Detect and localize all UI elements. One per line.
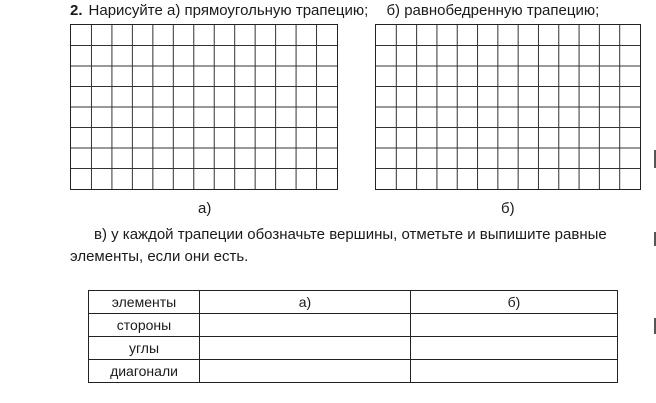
task-intro: Нарисуйте (88, 2, 163, 19)
grid-lines-b (376, 25, 640, 189)
task-part-a: а) прямоугольную трапецию; (167, 2, 369, 19)
table-header-row (89, 291, 618, 314)
cell-diagonals-a[interactable] (200, 360, 411, 383)
drawing-grid-b[interactable] (375, 24, 641, 190)
row-label-diagonals: диагонали (89, 360, 200, 383)
header-b: б) (411, 291, 618, 314)
table-row-angles (89, 337, 618, 360)
task-part-b: б) равнобедренную трапецию; (386, 2, 600, 19)
task-number: 2. (70, 2, 83, 19)
row-label-angles: углы (89, 337, 200, 360)
row-label-sides: стороны (89, 314, 200, 337)
header-elements: элементы (89, 291, 200, 314)
cell-angles-a[interactable] (200, 337, 411, 360)
cell-sides-a[interactable] (200, 314, 411, 337)
cell-sides-b[interactable] (411, 314, 618, 337)
grid-label-b: б) (501, 200, 515, 217)
task-instruction: в) у каждой трапеции обозначьте вершины, отметьте и выпишите равные элементы, если они есть. (70, 226, 607, 265)
grid-label-a: а) (198, 200, 212, 217)
cell-angles-b[interactable] (411, 337, 618, 360)
grid-lines-a (71, 25, 337, 189)
task-header (70, 2, 599, 20)
table-row-sides (89, 314, 618, 337)
answer-table (88, 290, 618, 383)
drawing-grid-a[interactable] (70, 24, 338, 190)
cell-diagonals-b[interactable] (411, 360, 618, 383)
header-a: а) (200, 291, 411, 314)
table-row-diagonals (89, 360, 618, 383)
